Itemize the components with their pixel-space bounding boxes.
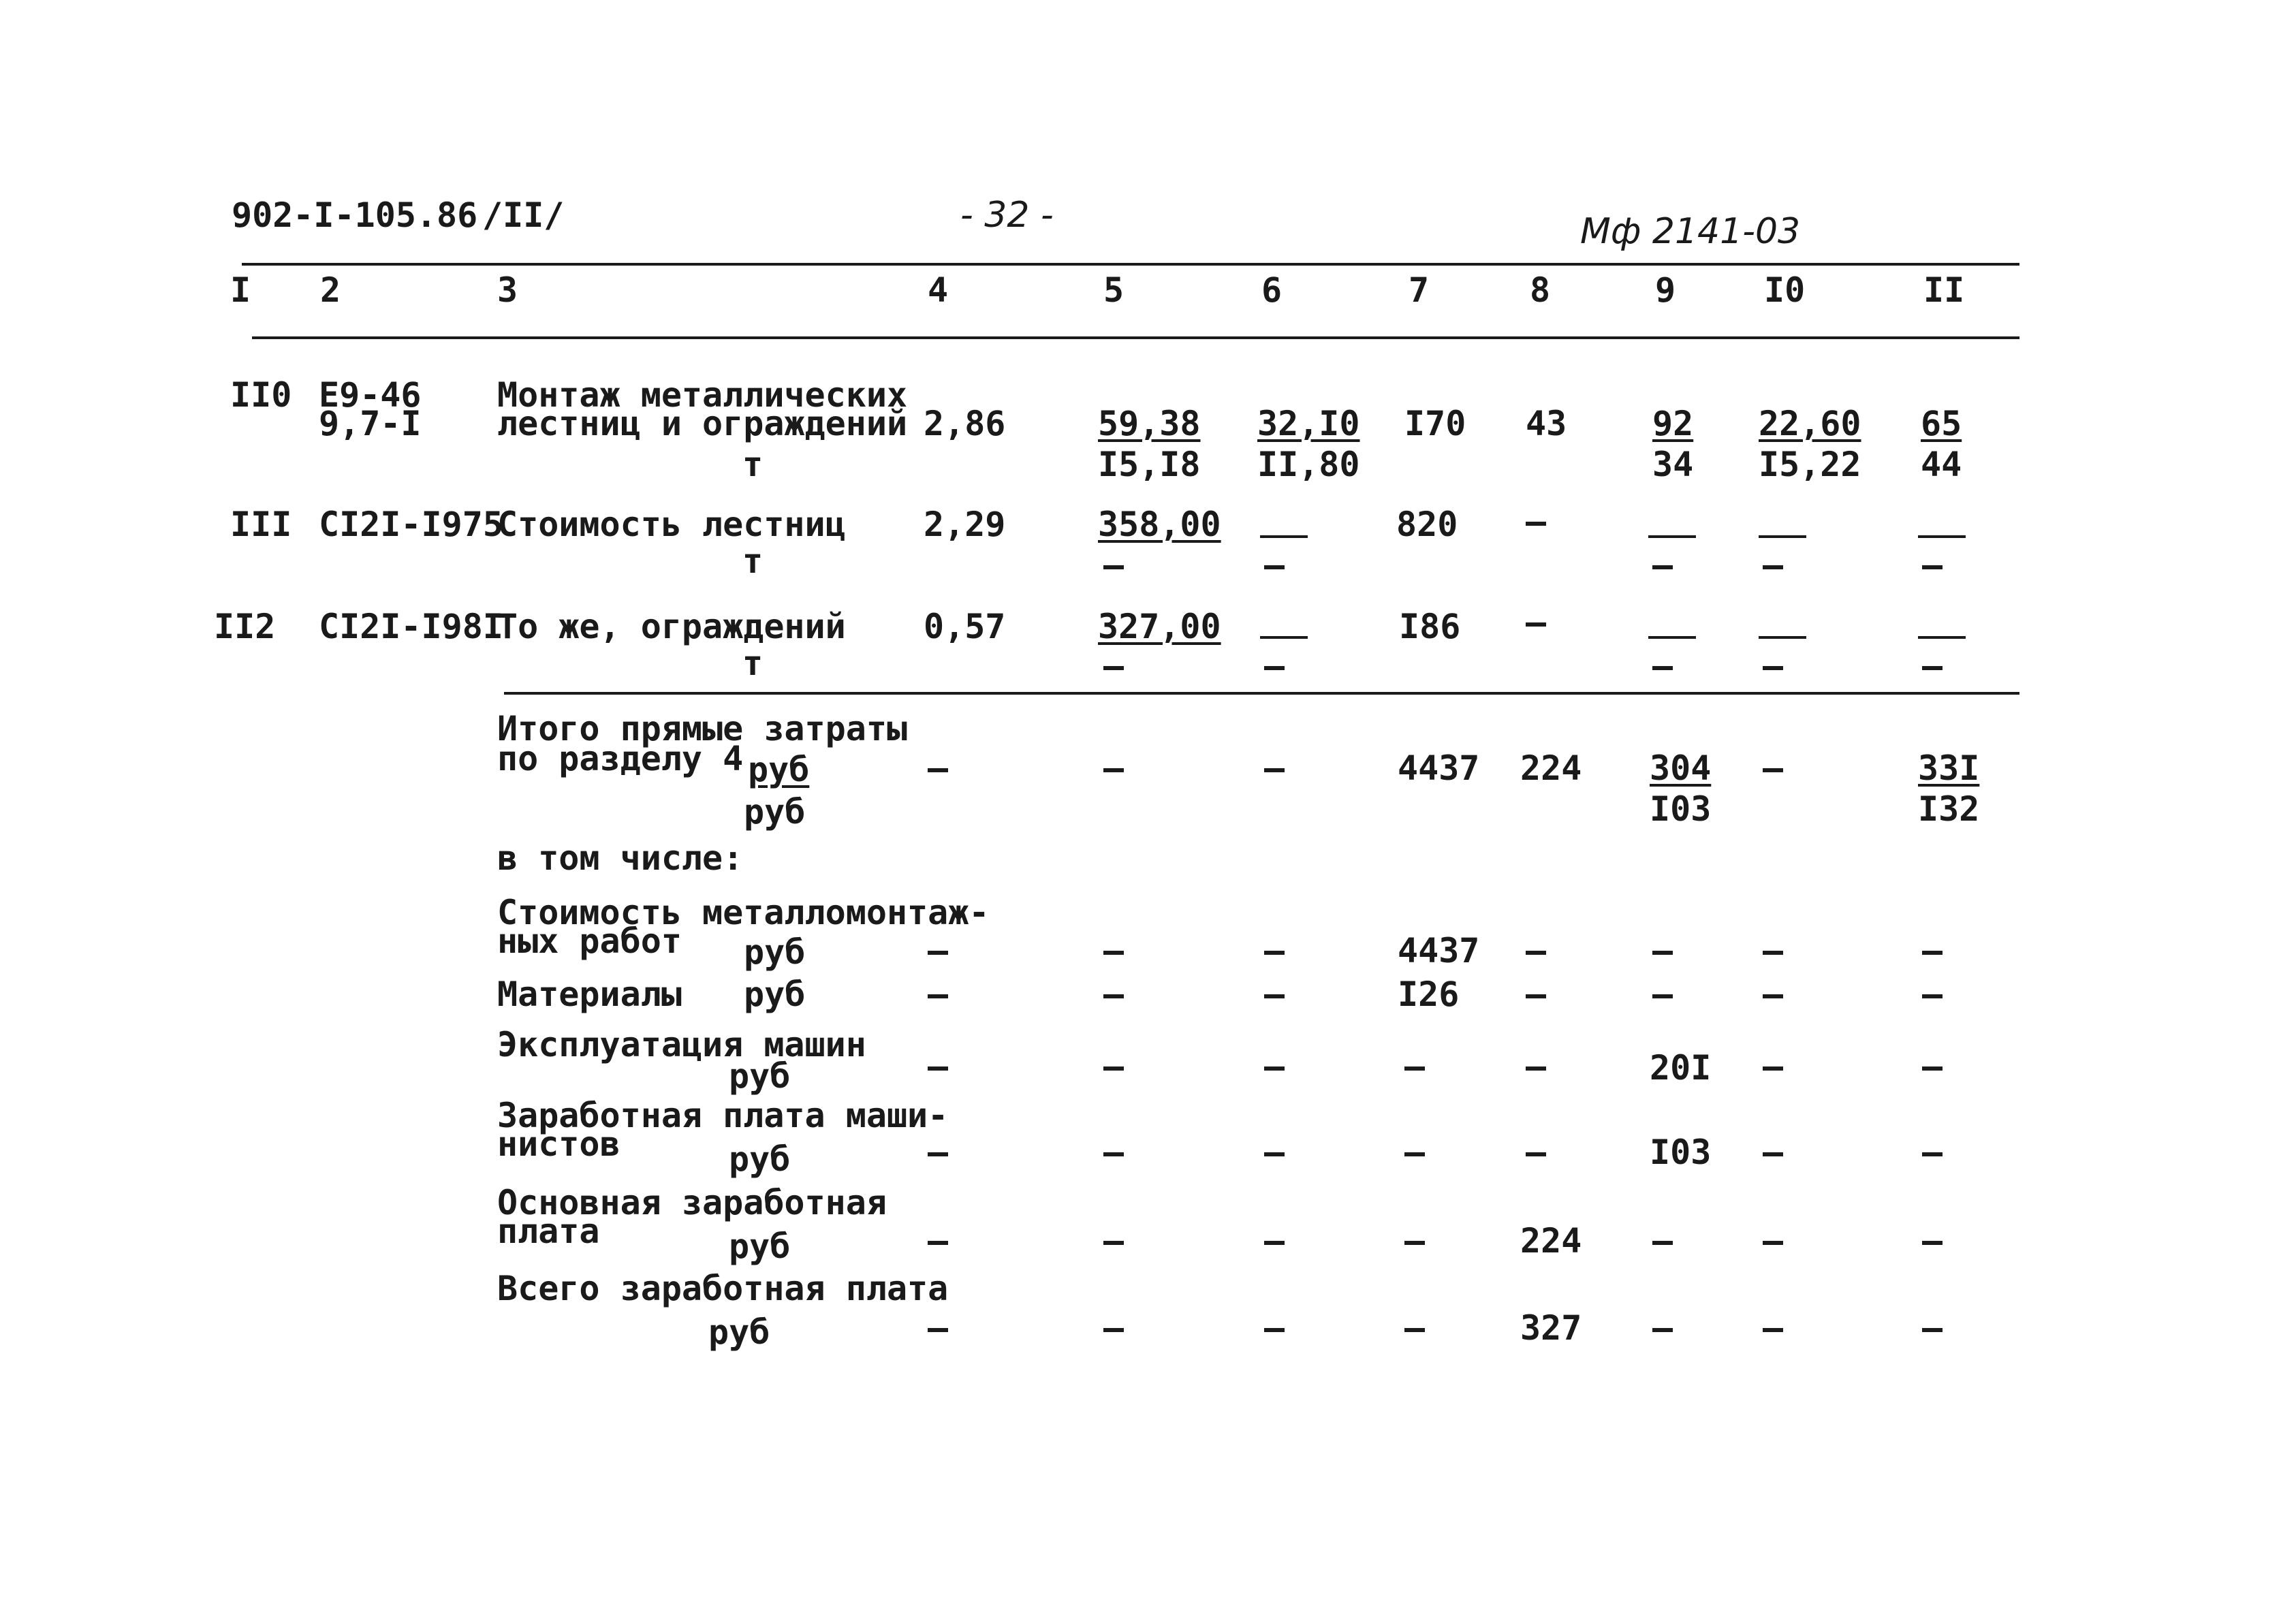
column-header: 5 [1103, 270, 1125, 310]
dash-mark [1404, 1328, 1425, 1332]
row-code: E9-46 [319, 375, 422, 415]
dash-mark [1763, 994, 1783, 998]
dash-mark [1526, 622, 1546, 627]
dash-fraction-line [1918, 535, 1966, 538]
dash-mark [1264, 1152, 1285, 1156]
cell-c11-top: 65 [1921, 404, 1962, 443]
dash-mark [1652, 1241, 1673, 1245]
row-description: лестниц и ограждений [497, 404, 908, 443]
cell-c9-bottom: 34 [1652, 445, 1694, 484]
sub-row-c9: I03 [1650, 1133, 1712, 1172]
total-unit: руб [748, 750, 810, 789]
header-bottom-rule [252, 336, 2019, 339]
dash-mark [1264, 1241, 1285, 1245]
dash-mark [1404, 1152, 1425, 1156]
total-c9-top: 304 [1650, 748, 1712, 788]
dash-mark [1526, 522, 1546, 526]
dash-mark [1763, 1152, 1783, 1156]
sub-row-unit: руб [729, 1139, 791, 1179]
dash-fraction-line [1918, 636, 1966, 639]
cell-c6-bottom: II,80 [1257, 445, 1360, 484]
dash-mark [1763, 1066, 1783, 1071]
including-label: в том числе: [497, 838, 744, 878]
dash-mark [1264, 994, 1285, 998]
cell-c8: 43 [1526, 404, 1567, 443]
dash-mark [1922, 951, 1943, 955]
dash-mark [1922, 994, 1943, 998]
dash-mark [1404, 1066, 1425, 1071]
total-c9-bottom: I03 [1650, 789, 1712, 829]
sub-row-unit: руб [708, 1312, 770, 1352]
row-description: То же, ограждений [497, 607, 846, 646]
dash-mark [1652, 1328, 1673, 1332]
cell-quantity: 0,57 [924, 607, 1006, 646]
dash-mark [1103, 1328, 1124, 1332]
dash-mark [928, 1328, 948, 1332]
total-c11-top: 33I [1918, 748, 1980, 788]
sub-row-unit: руб [729, 1227, 791, 1266]
column-header: 2 [320, 270, 341, 310]
column-header: 7 [1409, 270, 1430, 310]
sub-row-unit: руб [729, 1056, 791, 1096]
total-c11-bottom: I32 [1918, 789, 1980, 829]
dash-mark [1652, 565, 1673, 569]
dash-mark [1922, 565, 1943, 569]
dash-mark [1526, 951, 1546, 955]
dash-mark [1922, 1152, 1943, 1156]
cell-c11-bottom: 44 [1921, 445, 1962, 484]
cell-c7: I70 [1404, 404, 1466, 443]
row-number: II2 [214, 607, 276, 646]
dash-mark [1652, 951, 1673, 955]
dash-mark [1763, 1241, 1783, 1245]
total-unit: руб [744, 792, 806, 832]
dash-mark [1103, 951, 1124, 955]
sub-row-unit: руб [744, 975, 806, 1014]
cell-c5-top: 358,00 [1098, 505, 1221, 544]
sub-row-c9: 20I [1650, 1048, 1712, 1088]
sub-row-description: Всего заработная плата [497, 1269, 949, 1308]
dash-mark [1103, 666, 1124, 670]
dash-mark [1264, 1328, 1285, 1332]
row-code: CI2I-I975 [319, 505, 503, 544]
cell-c10-top: 22,60 [1759, 404, 1861, 443]
dash-fraction-line [1260, 535, 1308, 538]
row-number: II0 [230, 375, 292, 415]
dash-mark [1264, 951, 1285, 955]
dash-fraction-line [1648, 636, 1696, 639]
dash-mark [928, 1066, 948, 1071]
total-description: по разделу 4 [497, 739, 744, 778]
row-code: CI2I-I98I [319, 607, 503, 646]
dash-mark [1652, 994, 1673, 998]
column-header: 8 [1530, 270, 1551, 310]
sub-row-description: Эксплуатация машин [497, 1025, 866, 1064]
cell-c5-bottom: I5,I8 [1098, 445, 1201, 484]
dash-mark [1763, 768, 1783, 772]
handwritten-code: Мф 2141-03 [1580, 211, 1801, 252]
sub-row-c7: 4437 [1398, 931, 1480, 970]
dash-mark [1922, 1328, 1943, 1332]
row-code: 9,7-I [319, 404, 422, 443]
sub-row-unit: руб [744, 932, 806, 972]
sub-row-c8: 327 [1520, 1308, 1582, 1348]
dash-mark [1652, 666, 1673, 670]
sub-row-description: ных работ [497, 921, 682, 961]
subtotal-rule [504, 692, 2019, 695]
dash-mark [1103, 565, 1124, 569]
cell-quantity: 2,86 [924, 404, 1006, 443]
total-c8: 224 [1520, 748, 1582, 788]
cell-c10-bottom: I5,22 [1759, 445, 1861, 484]
column-header: I [230, 270, 251, 310]
dash-mark [928, 1241, 948, 1245]
dash-mark [1103, 994, 1124, 998]
dash-mark [1264, 768, 1285, 772]
row-unit: т [742, 644, 764, 683]
dash-mark [1526, 1066, 1546, 1071]
dash-mark [1264, 666, 1285, 670]
dash-mark [1103, 1152, 1124, 1156]
sub-row-description: Заработная плата маши- [497, 1096, 949, 1135]
dash-mark [928, 1152, 948, 1156]
cell-c5-top: 59,38 [1098, 404, 1201, 443]
sub-row-description: нистов [497, 1124, 620, 1164]
dash-mark [1404, 1241, 1425, 1245]
sub-row-description: плата [497, 1212, 600, 1251]
dash-mark [1526, 1152, 1546, 1156]
cell-c9-top: 92 [1652, 404, 1694, 443]
sub-row-description: Стоимость металломонтаж- [497, 893, 990, 932]
dash-mark [1103, 768, 1124, 772]
row-description: Монтаж металлических [497, 375, 908, 415]
cell-c7: I86 [1399, 607, 1461, 646]
sub-row-c7: I26 [1398, 975, 1460, 1014]
dash-fraction-line [1648, 535, 1696, 538]
column-header: 9 [1655, 270, 1676, 310]
sub-row-c8: 224 [1520, 1221, 1582, 1261]
dash-fraction-line [1759, 636, 1806, 639]
row-unit: т [742, 541, 764, 581]
page-number: - 32 - [960, 195, 1054, 236]
column-header: I0 [1764, 270, 1806, 310]
dash-mark [1922, 1241, 1943, 1245]
dash-mark [1763, 1328, 1783, 1332]
dash-mark [1264, 565, 1285, 569]
row-unit: т [742, 445, 764, 484]
column-header: 6 [1261, 270, 1283, 310]
dash-mark [928, 994, 948, 998]
cell-c5-top: 327,00 [1098, 607, 1221, 646]
column-header: II [1923, 270, 1965, 310]
column-header: 4 [928, 270, 949, 310]
cell-quantity: 2,29 [924, 505, 1006, 544]
cell-c6-top: 32,I0 [1257, 404, 1360, 443]
dash-fraction-line [1260, 636, 1308, 639]
dash-mark [928, 768, 948, 772]
dash-mark [928, 951, 948, 955]
dash-mark [1103, 1241, 1124, 1245]
dash-mark [1103, 1066, 1124, 1071]
total-description: Итого прямые затраты [497, 709, 908, 748]
dash-mark [1763, 666, 1783, 670]
dash-mark [1264, 1066, 1285, 1071]
doc-code: 902-I-105.86 [232, 195, 478, 235]
table-top-rule [242, 263, 2019, 266]
dash-mark [1922, 666, 1943, 670]
dash-mark [1922, 1066, 1943, 1071]
row-description: Стоимость лестниц [497, 505, 846, 544]
series-number: /II/ [482, 195, 565, 235]
dash-mark [1526, 994, 1546, 998]
row-number: III [230, 505, 292, 544]
dash-mark [1763, 951, 1783, 955]
sub-row-description: Материалы [497, 975, 682, 1014]
dash-mark [1763, 565, 1783, 569]
dash-fraction-line [1759, 535, 1806, 538]
cell-c7: 820 [1396, 505, 1458, 544]
sub-row-description: Основная заработная [497, 1183, 887, 1222]
column-header: 3 [497, 270, 518, 310]
total-c7: 4437 [1398, 748, 1480, 788]
